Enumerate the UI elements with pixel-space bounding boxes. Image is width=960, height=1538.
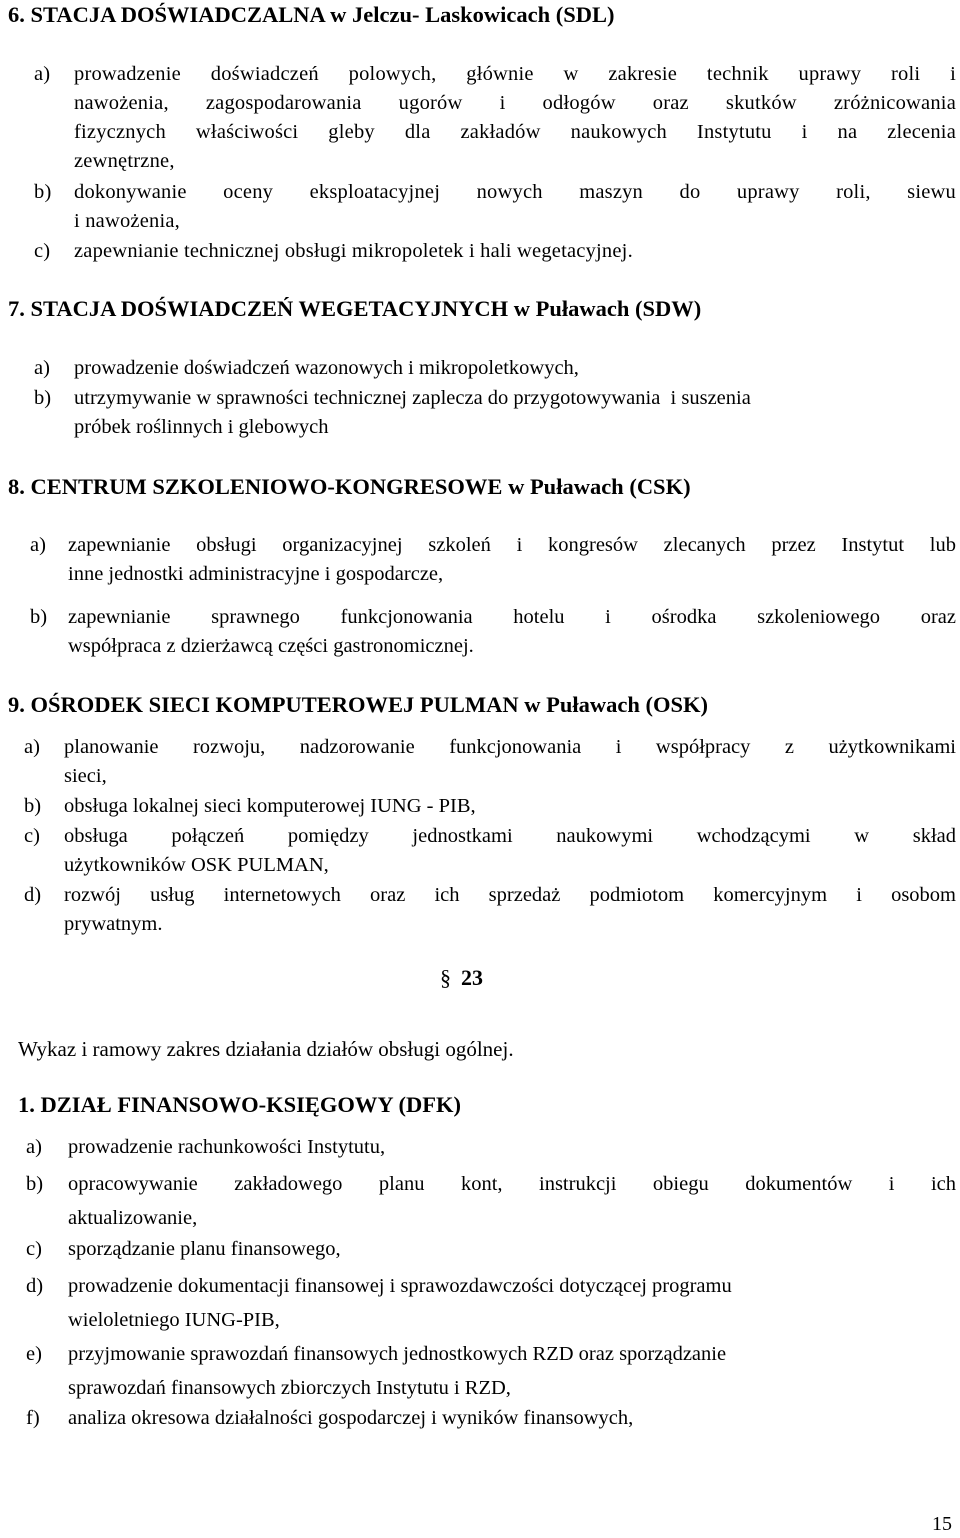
list-line: wieloletniego IUNG-PIB,: [68, 1309, 280, 1331]
list-line: obsługa lokalnej sieci komputerowej IUNG - PIB,: [64, 795, 476, 817]
list-marker: c): [26, 1238, 42, 1260]
list-item: [26, 1167, 956, 1235]
section-7-heading: 7. STACJA DOŚWIADCZEŃ WEGETACYJNYCH w Puławach (SDW): [8, 296, 702, 321]
list-item: [24, 822, 956, 880]
department-1-heading: 1. DZIAŁ FINANSOWO-KSIĘGOWY (DFK): [18, 1092, 461, 1117]
list-line: prowadzenie dokumentacji finansowej i sprawozdawczości dotyczącej programu: [68, 1275, 732, 1297]
list-item: [24, 881, 956, 939]
list-marker: b): [26, 1173, 44, 1195]
list-line: nawożenia, zagospodarowania ugorów i odłogów oraz skutków zróżnicowania: [74, 92, 956, 114]
list-marker: c): [24, 825, 40, 847]
list-item: [34, 354, 956, 383]
list-marker: b): [34, 181, 52, 203]
list-marker: a): [34, 63, 51, 85]
list-line: prowadzenie doświadczeń polowych, głównie w zakresie technik uprawy roli i: [74, 63, 956, 85]
paragraph-number: [440, 965, 483, 991]
list-item: [26, 1235, 956, 1264]
list-line: prywatnym.: [64, 913, 163, 935]
list-line: rozwój usług internetowych oraz ich sprzedaż podmiotom komercyjnym i osobom: [64, 884, 956, 906]
section-6-heading: 6. STACJA DOŚWIADCZALNA w Jelczu- Laskowicach (SDL): [8, 2, 615, 27]
list-line: zapewnianie obsługi organizacyjnej szkoleń i kongresów zlecanych przez Instytut lub: [68, 534, 956, 556]
list-item: [24, 733, 956, 791]
list-item: [26, 1269, 956, 1337]
list-item: [34, 178, 956, 236]
list-line: i nawożenia,: [74, 210, 180, 232]
list-line: aktualizowanie,: [68, 1207, 198, 1229]
list-line: prowadzenie doświadczeń wazonowych i mikropoletkowych,: [74, 357, 579, 379]
list-marker: a): [26, 1136, 42, 1158]
list-line: obsługa połączeń pomiędzy jednostkami naukowymi wchodzącymi w skład: [64, 825, 956, 847]
list-item: [34, 237, 956, 266]
list-marker: b): [30, 606, 48, 628]
list-marker: c): [34, 240, 51, 262]
list-marker: e): [26, 1343, 42, 1365]
page-number: 15: [932, 1513, 952, 1535]
section-9-heading: 9. OŚRODEK SIECI KOMPUTEROWEJ PULMAN w Puławach (OSK): [8, 692, 709, 717]
list-line: sprawozdań finansowych zbiorczych Instytutu i RZD,: [68, 1377, 511, 1399]
list-item: [26, 1133, 956, 1162]
list-marker: a): [34, 357, 50, 379]
list-item: [34, 384, 956, 442]
list-item: [34, 60, 956, 176]
list-item: [24, 792, 956, 821]
list-line: zapewnianie technicznej obsługi mikropoletek i hali wegetacyjnej.: [74, 240, 633, 262]
paragraph-symbol: §: [440, 965, 451, 990]
list-item: [30, 603, 956, 661]
list-line: zapewnianie sprawnego funkcjonowania hotelu i ośrodka szkoleniowego oraz: [68, 606, 956, 628]
list-line: użytkowników OSK PULMAN,: [64, 854, 329, 876]
list-item: [26, 1404, 956, 1433]
paragraph-number-value: 23: [461, 965, 483, 990]
list-marker: d): [26, 1275, 44, 1297]
list-line: współpraca z dzierżawcą części gastronomicznej.: [68, 635, 474, 657]
list-line: próbek roślinnych i glebowych: [74, 416, 329, 438]
list-line: fizycznych właściwości gleby dla zakładów naukowych Instytutu i na zlecenia: [74, 121, 956, 143]
list-marker: b): [34, 387, 52, 409]
list-line: sporządzanie planu finansowego,: [68, 1238, 341, 1260]
list-line: analiza okresowa działalności gospodarczej i wyników finansowych,: [68, 1407, 634, 1429]
list-line: prowadzenie rachunkowości Instytutu,: [68, 1136, 386, 1158]
list-marker: f): [26, 1407, 40, 1429]
list-marker: d): [24, 884, 42, 906]
list-marker: a): [24, 736, 40, 758]
list-item: [26, 1337, 956, 1405]
list-line: inne jednostki administracyjne i gospodarcze,: [68, 563, 444, 585]
list-line: utrzymywanie w sprawności technicznej zaplecza do przygotowywania i suszenia: [74, 387, 751, 409]
section-8-heading: 8. CENTRUM SZKOLENIOWO-KONGRESOWE w Puławach (CSK): [8, 474, 691, 499]
list-line: dokonywanie oceny eksploatacyjnej nowych maszyn do uprawy roli, siewu: [74, 181, 956, 203]
list-marker: b): [24, 795, 42, 817]
list-line: sieci,: [64, 765, 107, 787]
list-marker: a): [30, 534, 46, 556]
list-line: przyjmowanie sprawozdań finansowych jednostkowych RZD oraz sporządzanie: [68, 1343, 727, 1365]
list-line: planowanie rozwoju, nadzorowanie funkcjonowania i współpracy z użytkownikami: [64, 736, 956, 758]
list-item: [30, 531, 956, 589]
list-line: zewnętrzne,: [74, 150, 175, 172]
intro-text: Wykaz i ramowy zakres działania działów obsługi ogólnej.: [18, 1037, 514, 1061]
list-line: opracowywanie zakładowego planu kont, instrukcji obiegu dokumentów i ich: [68, 1173, 956, 1195]
